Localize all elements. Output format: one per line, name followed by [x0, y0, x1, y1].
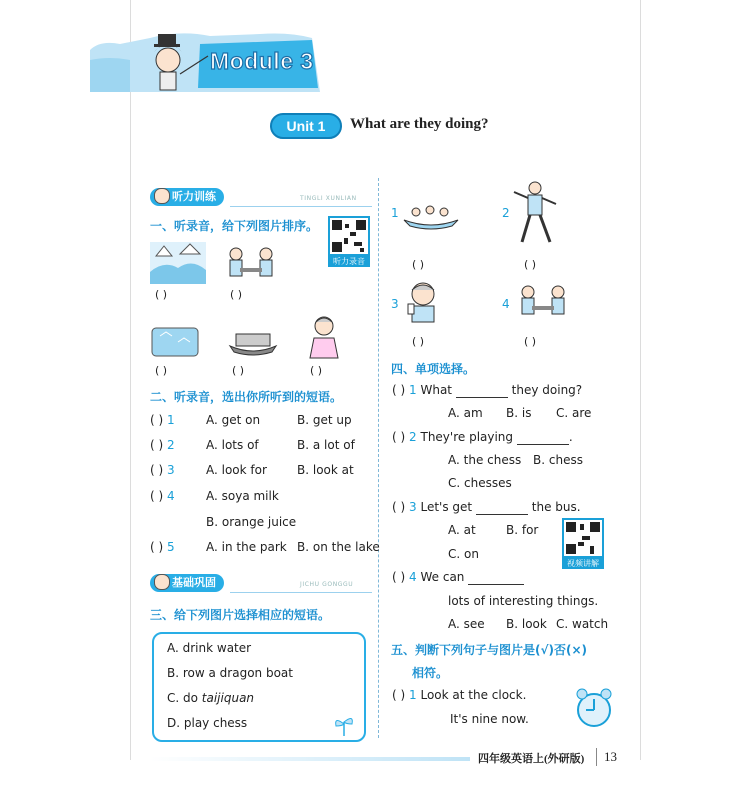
footer-bar: [150, 757, 470, 761]
q2-option-b: B. on the lake: [297, 540, 380, 554]
stem-part-b: they doing?: [511, 383, 583, 397]
q5-heading-line2: 相符。: [412, 666, 449, 680]
answer-paren[interactable]: ( ): [392, 570, 406, 584]
q4-opt-c: C. on: [448, 547, 479, 561]
item-number: 5: [167, 540, 175, 554]
q4-opt-a: A. see: [448, 617, 485, 631]
q2-option-a: A. get on: [206, 413, 261, 427]
basic-section-tag: [150, 572, 372, 596]
taijiquan-italic: taijiquan: [201, 691, 255, 705]
answer-paren[interactable]: ( ): [150, 489, 164, 503]
sprout-icon: [330, 712, 358, 738]
qr-caption-video: 视频讲解: [562, 558, 604, 569]
q2-item-4: [150, 488, 175, 504]
qr-code-icon: [562, 518, 604, 558]
q2-item-2: [150, 437, 175, 453]
item-number: 2: [167, 438, 175, 452]
qr-caption-listening: 听力录音: [328, 256, 370, 267]
q4-item-1: [392, 382, 582, 398]
stem-part-a: They're playing: [420, 430, 514, 444]
q3-option-c: C. do taijiquan: [167, 691, 255, 705]
page-edge-right: [640, 0, 641, 760]
q4-opt-b: B. for: [506, 523, 539, 537]
page-edge-left: [130, 0, 131, 760]
q4-opt-c: C. chesses: [448, 476, 512, 490]
item-number: 1: [409, 383, 417, 397]
pic-number-4: 4: [502, 297, 510, 311]
item-number: 1: [167, 413, 175, 427]
q2-item-5: [150, 539, 175, 555]
answer-blank[interactable]: [517, 444, 569, 445]
q2-option-b: B. orange juice: [206, 515, 297, 529]
column-divider: [378, 178, 379, 738]
listening-tag-label: 听力训练: [150, 188, 224, 206]
picture-chess-players: [514, 280, 572, 322]
item-number: 4: [167, 489, 175, 503]
q3-option-b: B. row a dragon boat: [167, 666, 293, 680]
footer-book-title: 四年级英语上(外研版): [478, 753, 585, 765]
qr-code-video[interactable]: [562, 518, 604, 569]
q4-heading: 四、单项选择。: [391, 362, 476, 376]
answer-blank[interactable]: [476, 514, 528, 515]
pic-number-1: 1: [391, 206, 399, 220]
footer-separator: [596, 748, 597, 766]
q3-heading: 三、给下列图片选择相应的短语。: [150, 608, 331, 622]
answer-paren[interactable]: ( ): [392, 383, 406, 397]
item-number: 1: [409, 688, 417, 702]
alarm-clock-icon: [572, 686, 616, 730]
pic-paren-3[interactable]: ( ): [412, 335, 425, 348]
answer-paren[interactable]: ( ): [150, 540, 164, 554]
pic-paren-2[interactable]: ( ): [524, 258, 537, 271]
basic-tag-label: 基础巩固: [150, 574, 224, 592]
q4-opt-a: A. am: [448, 406, 483, 420]
q5-sentence-2: It's nine now.: [450, 712, 529, 726]
stem-part-b: .: [568, 430, 573, 444]
picture-playing-chess: [222, 242, 278, 284]
pic-number-2: 2: [502, 206, 510, 220]
q4-opt-a: A. at: [448, 523, 476, 537]
stem-part-a: We can: [420, 570, 465, 584]
answer-paren[interactable]: ( ): [150, 413, 164, 427]
q4-item-4: [392, 569, 524, 585]
q4-stem-cont: lots of interesting things.: [448, 594, 599, 608]
q1-paren-2[interactable]: ( ): [230, 288, 243, 301]
module-title: Module 3: [210, 48, 314, 74]
qr-code-icon: [328, 216, 370, 256]
answer-paren[interactable]: ( ): [392, 500, 406, 514]
pic-paren-4[interactable]: ( ): [524, 335, 537, 348]
picture-rowing-boat: [402, 196, 460, 232]
stem-part-a: What: [420, 383, 453, 397]
q2-option-a: A. look for: [206, 463, 267, 477]
q3-option-a: A. drink water: [167, 641, 252, 655]
picture-taijiquan: [512, 180, 558, 244]
answer-paren[interactable]: ( ): [392, 688, 406, 702]
q4-item-2: [392, 429, 573, 445]
basic-tag-sub: JICHU GONGGU: [300, 581, 354, 588]
picture-snowy-park: [150, 242, 206, 284]
q1-paren-5[interactable]: ( ): [310, 364, 323, 377]
q2-item-3: [150, 462, 175, 478]
q2-option-b: B. get up: [297, 413, 352, 427]
q2-item-1: [150, 412, 175, 428]
picture-dragon-boat: [228, 326, 278, 358]
q4-opt-b: B. chess: [533, 453, 583, 467]
q5-item-1: [392, 687, 526, 703]
q2-option-b: B. a lot of: [297, 438, 355, 452]
q1-paren-4[interactable]: ( ): [232, 364, 245, 377]
item-number: 4: [409, 570, 417, 584]
unit-badge: Unit 1: [270, 113, 342, 139]
q4-opt-c: C. watch: [556, 617, 609, 631]
stem-part-a: Let's get: [420, 500, 473, 514]
item-number: 2: [409, 430, 417, 444]
picture-girl-drinking: [304, 314, 344, 360]
answer-paren[interactable]: ( ): [150, 438, 164, 452]
q3-option-d: D. play chess: [167, 716, 248, 730]
girl-avatar-icon: [154, 188, 170, 204]
q2-heading: 二、听录音，选出你所听到的短语。: [150, 390, 343, 404]
listening-section-tag: [150, 186, 372, 210]
answer-paren[interactable]: ( ): [392, 430, 406, 444]
q2-option-a: A. soya milk: [206, 489, 279, 503]
qr-code-listening[interactable]: [328, 216, 370, 267]
tag-underline: [230, 206, 372, 207]
q5-heading-line1: 五、判断下列句子与图片是(√)否(×): [391, 643, 587, 657]
stem-part-b: the bus.: [531, 500, 581, 514]
pic-number-3: 3: [391, 297, 399, 311]
q1-paren-1[interactable]: ( ): [155, 288, 168, 301]
unit-title: What are they doing?: [350, 116, 489, 132]
q2-option-b: B. look at: [297, 463, 354, 477]
q4-opt-a: A. the chess: [448, 453, 522, 467]
listening-tag-sub: TINGLI XUNLIAN: [300, 195, 357, 202]
picture-boy-drinking: [402, 278, 444, 324]
q4-opt-b: B. look: [506, 617, 547, 631]
tag-underline: [230, 592, 372, 593]
picture-lake: [150, 322, 200, 358]
pic-paren-1[interactable]: ( ): [412, 258, 425, 271]
q2-option-a: A. lots of: [206, 438, 259, 452]
page-number: 13: [604, 749, 617, 764]
item-number: 3: [409, 500, 417, 514]
answer-blank[interactable]: [456, 397, 508, 398]
q1-paren-3[interactable]: ( ): [155, 364, 168, 377]
girl-avatar-icon: [154, 574, 170, 590]
answer-paren[interactable]: ( ): [150, 463, 164, 477]
answer-blank[interactable]: [468, 584, 524, 585]
q4-opt-b: B. is: [506, 406, 532, 420]
q1-heading: 一、听录音，给下列图片排序。: [150, 219, 319, 233]
item-number: 3: [167, 463, 175, 477]
q2-option-a: A. in the park: [206, 540, 287, 554]
q5-sentence-1: Look at the clock.: [420, 688, 527, 702]
q4-item-3: [392, 499, 581, 515]
q4-opt-c: C. are: [556, 406, 592, 420]
